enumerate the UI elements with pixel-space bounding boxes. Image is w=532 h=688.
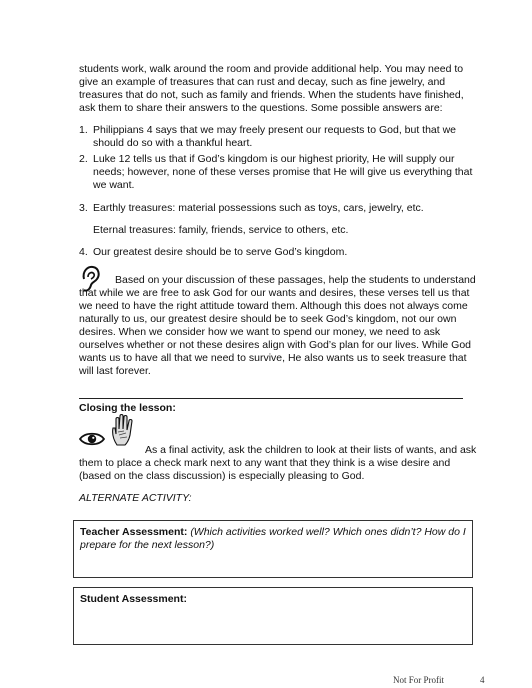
discussion-paragraph: Based on your discussion of these passages, help the students to understand that while we are free to ask God for our wants and desires, these verses tell us that we need to have the right attitude toward them. Although this does not always come naturally to us, our greatest desire should be to seek God’s kingdom, not our own desires. When we consider how we want to spend our money, we need to ask ourselves whether or not these desires align with God’s plan for our lives. While God wants us to have all that we need to survive, He also wants us to seek treasure that will last forever. [79, 274, 476, 377]
teacher-assessment-box[interactable] [73, 520, 473, 578]
alternate-activity-label: ALTERNATE ACTIVITY: [79, 492, 192, 504]
closing-lesson-heading: Closing the lesson: [79, 398, 463, 414]
page-number: 4 [480, 675, 485, 685]
teacher-assessment-label: Teacher Assessment: [80, 526, 188, 538]
eternal-treasures-line: Eternal treasures: family, friends, service to others, etc. [93, 224, 349, 236]
student-assessment-label: Student Assessment: [80, 593, 187, 605]
closing-paragraph: As a final activity, ask the children to look at their lists of wants, and ask them to place a check mark next to any want that they think is a wise desire and (based on the class discussion) is especially pleasing to God. [79, 444, 477, 482]
footer-text: Not For Profit [393, 675, 445, 685]
document-page: students work, walk around the room and provide additional help. You may need to give an example of treasures that can rust and decay, such as fine jewelry, and treasures that do not, such as family and friends. When the students have finished, ask them to share their answers to the questions. Some possible answers are: 1. Philippians 4 says that we may freely present our requests to God, but that we should do so with a thankful heart. 2. Luke 12 tells us that if God’s kingdom is our highest priority, He will supply our needs; however, none of these verses promise that He will give us everything that we want. 3. Earthly treasures: material possessions such as toys, cars, jewelry, etc. Eternal treasures: family, friends, service to others, etc. 4. Our greatest desire should be to serve God’s kingdom. Based on your discussion of these passages, help the students to understand that while we are free to ask God for our wants and desires, these verses tell us that we need to have the right attitude toward them. Although this does not always come naturally to us, our greatest desire should be to seek God’s kingdom, not our own desires. When we consider how we want to spend our money, we need to ask ourselves whether or not these desires align with God’s plan for our lives. While God wants us to have all that we need to survive, He also wants us to seek treasure that will last forever. Closing the lesson: As a final activity, ask the children to look at their lists of wants, and ask them to place a check mark next to any want that they think is a wise desire and (based on the class discussion) is especially pleasing to God. ALTERNATE ACTIVITY: Teacher Assessment: (Which activities worked well? Which ones didn’t? How do I prepare for the next lesson?) Student Assessment: Not For Profit 4 [0, 0, 532, 688]
teacher-assessment-prompt: (Which activities worked well? Which ones didn’t? How do I prepare for the next lesson?) [80, 526, 466, 551]
intro-paragraph: students work, walk around the room and provide additional help. You may need to give an example of treasures that can rust and decay, such as fine jewelry, and treasures that do not, such as family and friends. When the students have finished, ask them to share their answers to the questions. Some possible answers are: [79, 63, 464, 114]
hand-icon [110, 413, 136, 447]
student-assessment-box[interactable] [73, 587, 473, 645]
